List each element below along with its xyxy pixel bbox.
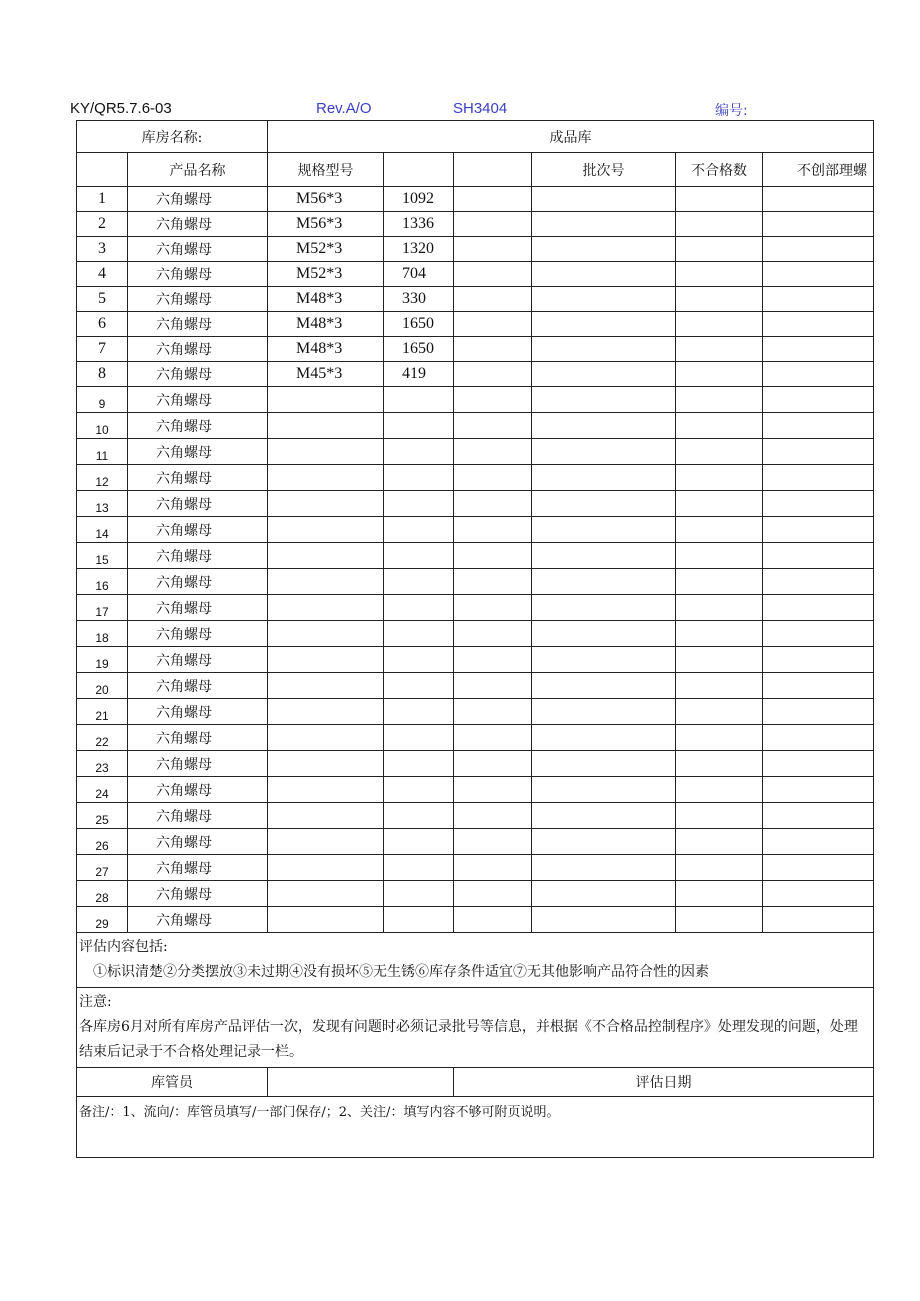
header-quantity [384,153,454,187]
row-nonconforming-count [676,237,763,262]
row-spec [268,803,384,829]
table-row [77,413,874,439]
row-handling [763,751,874,777]
table-row [77,569,874,595]
table-row [77,543,874,569]
row-batch-no [532,569,676,595]
row-product-name: 六角螺母 [128,595,268,621]
row-spec [268,725,384,751]
row-batch-no [532,337,676,362]
table-row [77,803,874,829]
row-blank [454,287,532,312]
row-number: 6 [77,312,128,337]
row-number: 17 [77,595,128,621]
row-handling [763,777,874,803]
row-blank [454,777,532,803]
row-handling [763,312,874,337]
row-blank [454,907,532,933]
row-batch-no [532,362,676,387]
row-spec [268,777,384,803]
row-blank [454,362,532,387]
row-nonconforming-count [676,262,763,287]
remark: 备注/：1、流向/：库管员填写/一部门保存/；2、关注/：填写内容不够可附页说明。 [77,1097,874,1158]
row-spec [268,751,384,777]
notice-section [77,988,874,1068]
row-blank [454,337,532,362]
row-blank [454,647,532,673]
row-batch-no [532,312,676,337]
row-blank [454,387,532,413]
row-blank [454,491,532,517]
evaluation-items: ①标识清楚②分类摆放③未过期④没有损坏⑤无生锈⑥库存条件适宜⑦无其他影响产品符合性的因素 [93,964,709,980]
row-quantity [384,439,454,465]
row-product-name: 六角螺母 [128,491,268,517]
row-blank [454,312,532,337]
table-row [77,212,874,237]
row-number: 14 [77,517,128,543]
row-quantity [384,517,454,543]
row-blank [454,517,532,543]
row-handling [763,362,874,387]
row-quantity [384,855,454,881]
table-row [77,907,874,933]
row-blank [454,855,532,881]
row-product-name: 六角螺母 [128,829,268,855]
row-product-name: 六角螺母 [128,465,268,491]
row-handling [763,187,874,212]
row-product-name: 六角螺母 [128,237,268,262]
table-row [77,673,874,699]
row-batch-no [532,725,676,751]
row-quantity [384,777,454,803]
row-number: 20 [77,673,128,699]
row-nonconforming-count [676,287,763,312]
row-number: 1 [77,187,128,212]
row-blank [454,543,532,569]
row-spec [268,621,384,647]
row-batch-no [532,673,676,699]
row-spec [268,647,384,673]
row-handling [763,337,874,362]
row-quantity: 1650 [384,337,454,362]
row-number: 11 [77,439,128,465]
row-batch-no [532,595,676,621]
row-number: 27 [77,855,128,881]
row-spec: M52*3 [268,237,384,262]
row-number: 12 [77,465,128,491]
row-blank [454,673,532,699]
header-batch-no: 批次号 [532,153,676,187]
row-product-name: 六角螺母 [128,517,268,543]
table-row [77,465,874,491]
row-number: 4 [77,262,128,287]
row-handling [763,699,874,725]
row-batch-no [532,491,676,517]
row-spec [268,881,384,907]
row-quantity [384,413,454,439]
row-product-name: 六角螺母 [128,262,268,287]
revision: Rev.A/O [316,100,372,117]
row-product-name: 六角螺母 [128,751,268,777]
row-spec: M48*3 [268,337,384,362]
row-number: 18 [77,621,128,647]
row-nonconforming-count [676,855,763,881]
row-batch-no [532,413,676,439]
row-number: 24 [77,777,128,803]
row-nonconforming-count [676,829,763,855]
row-batch-no [532,803,676,829]
row-blank [454,212,532,237]
row-nonconforming-count [676,187,763,212]
row-nonconforming-count [676,439,763,465]
row-handling [763,673,874,699]
table-row [77,491,874,517]
row-number: 23 [77,751,128,777]
table-row [77,881,874,907]
row-spec [268,465,384,491]
row-blank [454,595,532,621]
row-number: 9 [77,387,128,413]
row-quantity [384,387,454,413]
row-batch-no [532,465,676,491]
row-product-name: 六角螺母 [128,777,268,803]
row-product-name: 六角螺母 [128,439,268,465]
row-nonconforming-count [676,362,763,387]
row-nonconforming-count [676,465,763,491]
table-row [77,725,874,751]
row-nonconforming-count [676,647,763,673]
row-blank [454,465,532,491]
row-batch-no [532,262,676,287]
row-batch-no [532,187,676,212]
row-product-name: 六角螺母 [128,312,268,337]
row-product-name: 六角螺母 [128,362,268,387]
row-handling [763,212,874,237]
row-number: 8 [77,362,128,387]
row-nonconforming-count [676,699,763,725]
doc-code: KY/QR5.7.6-03 [70,100,172,117]
table-row [77,387,874,413]
row-nonconforming-count [676,907,763,933]
row-quantity [384,465,454,491]
row-batch-no [532,647,676,673]
row-batch-no [532,881,676,907]
row-blank [454,569,532,595]
row-batch-no [532,621,676,647]
row-product-name: 六角螺母 [128,569,268,595]
row-quantity [384,907,454,933]
table-row [77,439,874,465]
row-quantity [384,699,454,725]
row-spec [268,855,384,881]
row-quantity [384,803,454,829]
row-batch-no [532,517,676,543]
row-product-name: 六角螺母 [128,387,268,413]
row-handling [763,647,874,673]
row-product-name: 六角螺母 [128,287,268,312]
row-number: 28 [77,881,128,907]
row-nonconforming-count [676,595,763,621]
evaluation-section [77,933,874,988]
table-row [77,312,874,337]
header-product-name: 产品名称 [128,153,268,187]
header-spec: 规格型号 [268,153,384,187]
row-handling [763,262,874,287]
row-blank [454,439,532,465]
row-handling [763,829,874,855]
row-handling [763,517,874,543]
row-batch-no [532,855,676,881]
row-number: 29 [77,907,128,933]
row-number: 13 [77,491,128,517]
keeper-value [268,1068,454,1097]
header-index [77,153,128,187]
row-quantity: 1336 [384,212,454,237]
row-quantity [384,543,454,569]
row-spec [268,543,384,569]
row-quantity: 330 [384,287,454,312]
row-handling [763,569,874,595]
notice-label: 注意: [79,994,112,1010]
row-quantity [384,647,454,673]
row-blank [454,262,532,287]
row-blank [454,881,532,907]
row-nonconforming-count [676,387,763,413]
row-spec: M45*3 [268,362,384,387]
row-number: 21 [77,699,128,725]
row-number: 16 [77,569,128,595]
table-row [77,777,874,803]
row-nonconforming-count [676,337,763,362]
table-row [77,517,874,543]
row-batch-no [532,907,676,933]
row-spec: M48*3 [268,287,384,312]
row-spec: M48*3 [268,312,384,337]
row-batch-no [532,829,676,855]
row-spec: M52*3 [268,262,384,287]
row-blank [454,751,532,777]
row-product-name: 六角螺母 [128,543,268,569]
table-row [77,855,874,881]
row-quantity: 1092 [384,187,454,212]
row-handling [763,439,874,465]
header-blank [454,153,532,187]
row-nonconforming-count [676,751,763,777]
row-handling [763,287,874,312]
row-product-name: 六角螺母 [128,725,268,751]
row-spec [268,673,384,699]
table-row [77,829,874,855]
row-handling [763,237,874,262]
row-quantity [384,725,454,751]
number-label: 编号: [715,103,748,119]
table-row [77,362,874,387]
table-row [77,751,874,777]
row-quantity [384,829,454,855]
row-product-name: 六角螺母 [128,647,268,673]
row-batch-no [532,543,676,569]
row-nonconforming-count [676,413,763,439]
row-number: 2 [77,212,128,237]
row-quantity [384,621,454,647]
row-product-name: 六角螺母 [128,413,268,439]
inventory-evaluation-table [76,120,874,1158]
row-spec [268,491,384,517]
row-handling [763,907,874,933]
row-spec [268,517,384,543]
row-blank [454,621,532,647]
warehouse-label: 库房名称: [77,121,268,153]
row-product-name: 六角螺母 [128,907,268,933]
row-nonconforming-count [676,803,763,829]
row-quantity: 704 [384,262,454,287]
row-quantity: 419 [384,362,454,387]
row-quantity [384,595,454,621]
row-spec: M56*3 [268,187,384,212]
row-quantity [384,673,454,699]
row-batch-no [532,287,676,312]
row-spec: M56*3 [268,212,384,237]
row-handling [763,465,874,491]
row-blank [454,699,532,725]
row-number: 26 [77,829,128,855]
row-number: 25 [77,803,128,829]
row-batch-no [532,237,676,262]
row-product-name: 六角螺母 [128,621,268,647]
row-product-name: 六角螺母 [128,212,268,237]
row-batch-no [532,212,676,237]
row-quantity [384,751,454,777]
row-number: 5 [77,287,128,312]
row-quantity: 1320 [384,237,454,262]
table-row [77,699,874,725]
row-batch-no [532,777,676,803]
row-blank [454,413,532,439]
row-nonconforming-count [676,881,763,907]
row-quantity [384,569,454,595]
row-spec [268,907,384,933]
row-spec [268,595,384,621]
row-spec [268,439,384,465]
row-spec [268,387,384,413]
row-blank [454,187,532,212]
table-row [77,595,874,621]
row-nonconforming-count [676,517,763,543]
notice-text: 各库房6月对所有库房产品评估一次，发现有问题时必须记录批号等信息，并根据《不合格品控制程序》处理发现的问题，处理结束后记录于不合格处理记录一栏。 [79,1019,858,1060]
row-nonconforming-count [676,491,763,517]
row-handling [763,543,874,569]
table-row [77,262,874,287]
header-nonconforming-count: 不合格数 [676,153,763,187]
row-spec [268,699,384,725]
row-number: 3 [77,237,128,262]
row-product-name: 六角螺母 [128,187,268,212]
row-spec [268,829,384,855]
row-handling [763,595,874,621]
row-number: 7 [77,337,128,362]
row-nonconforming-count [676,673,763,699]
row-quantity: 1650 [384,312,454,337]
row-quantity [384,491,454,517]
row-handling [763,725,874,751]
table-row [77,237,874,262]
row-batch-no [532,387,676,413]
row-blank [454,829,532,855]
row-handling [763,491,874,517]
row-nonconforming-count [676,569,763,595]
table-row [77,337,874,362]
row-batch-no [532,751,676,777]
row-product-name: 六角螺母 [128,881,268,907]
warehouse-value: 成品库 [268,121,874,153]
row-spec [268,569,384,595]
row-blank [454,237,532,262]
row-handling [763,621,874,647]
row-quantity [384,881,454,907]
row-product-name: 六角螺母 [128,337,268,362]
row-product-name: 六角螺母 [128,855,268,881]
row-product-name: 六角螺母 [128,673,268,699]
row-handling [763,413,874,439]
row-spec [268,413,384,439]
row-nonconforming-count [676,621,763,647]
row-product-name: 六角螺母 [128,803,268,829]
row-handling [763,855,874,881]
row-blank [454,803,532,829]
row-handling [763,803,874,829]
row-batch-no [532,699,676,725]
row-nonconforming-count [676,212,763,237]
row-handling [763,387,874,413]
row-number: 10 [77,413,128,439]
keeper-label: 库管员 [77,1068,268,1097]
evaluation-date-label: 评估日期 [454,1068,874,1097]
row-nonconforming-count [676,543,763,569]
evaluation-label: 评估内容包括: [79,939,168,955]
table-row [77,621,874,647]
row-nonconforming-count [676,777,763,803]
row-number: 22 [77,725,128,751]
row-product-name: 六角螺母 [128,699,268,725]
table-row [77,647,874,673]
row-nonconforming-count [676,725,763,751]
row-number: 19 [77,647,128,673]
row-blank [454,725,532,751]
sh-code: SH3404 [453,100,508,117]
row-nonconforming-count [676,312,763,337]
row-number: 15 [77,543,128,569]
header-handling: 不创部理螺 [763,153,874,187]
table-row [77,287,874,312]
row-handling [763,881,874,907]
table-row [77,187,874,212]
row-batch-no [532,439,676,465]
